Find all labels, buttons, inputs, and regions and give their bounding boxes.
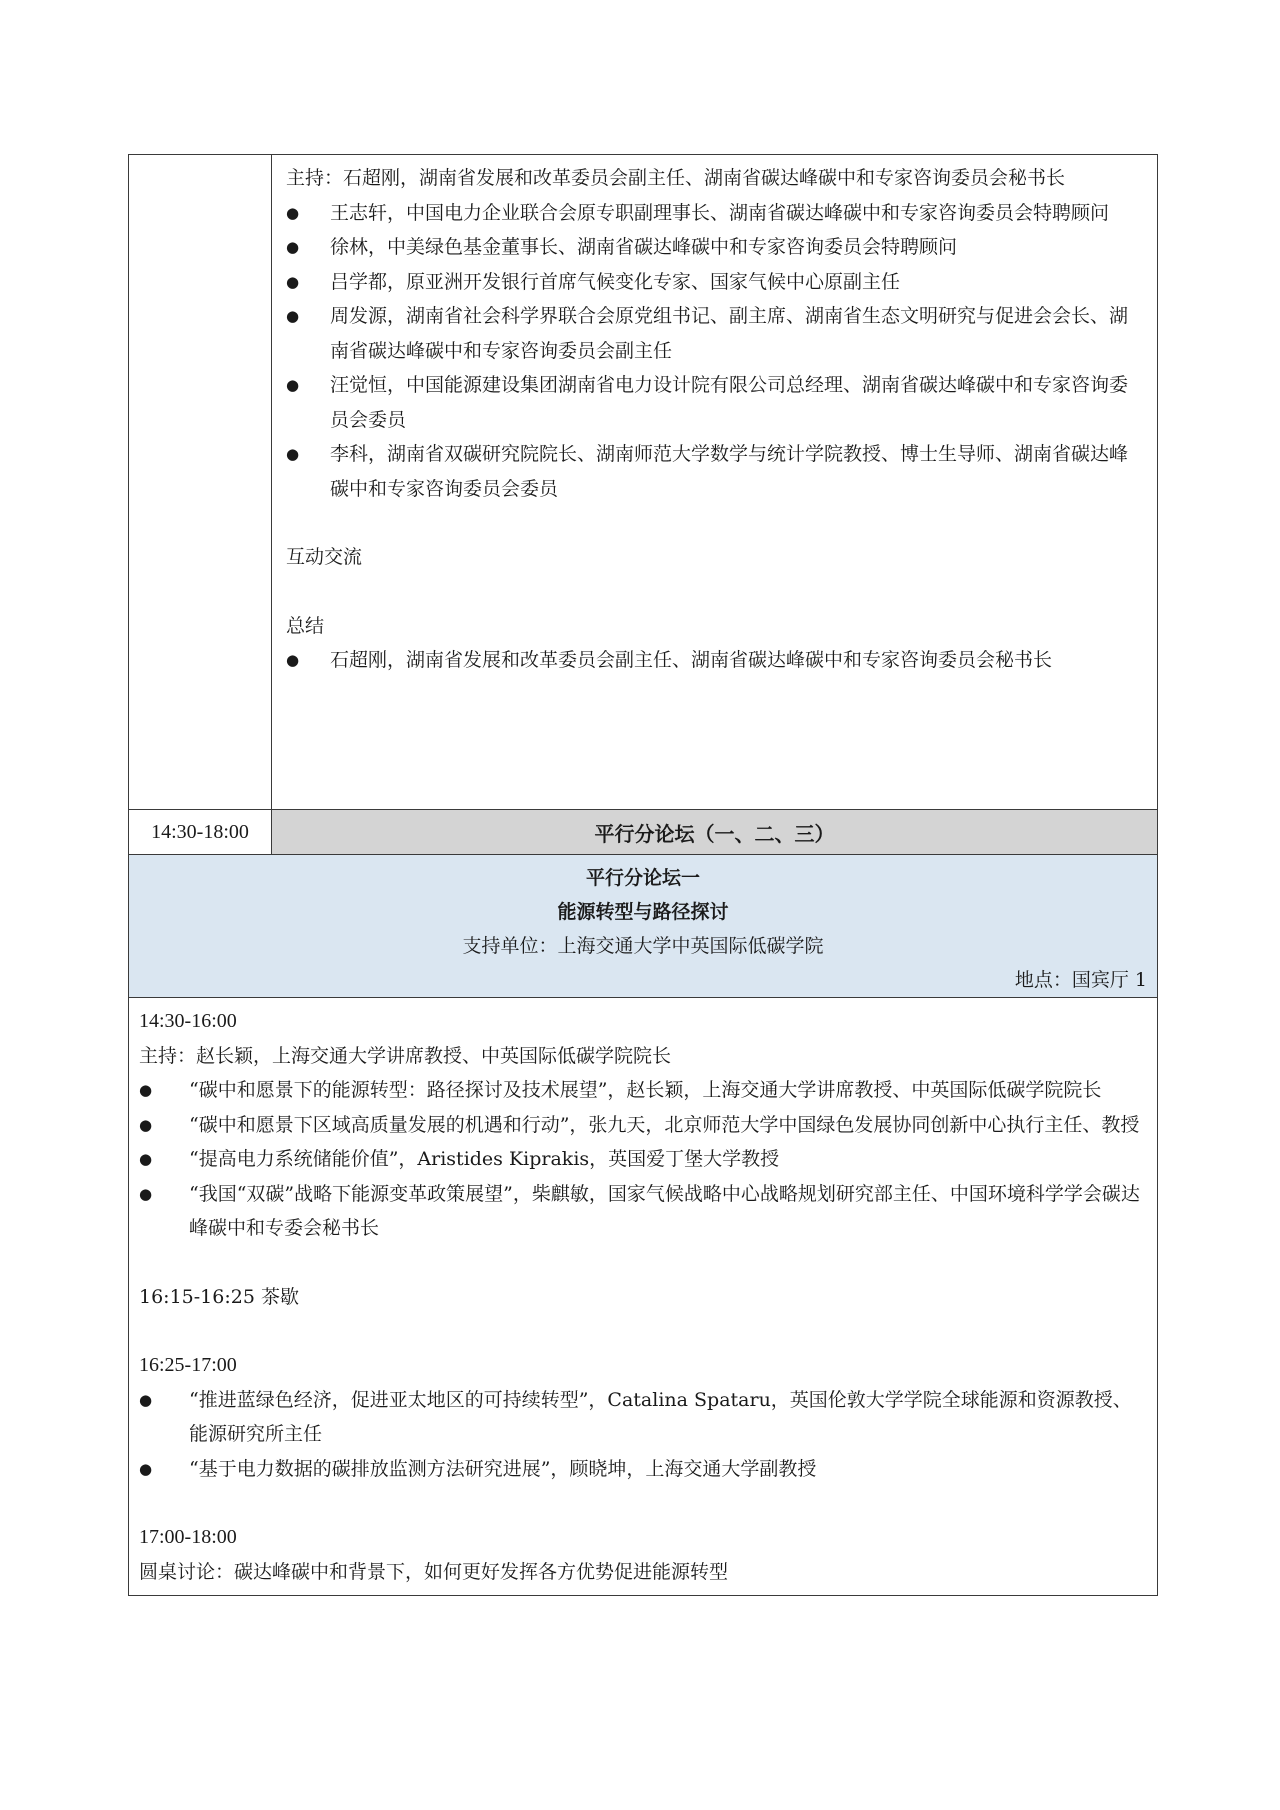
session1-time-cell (129, 155, 272, 810)
block1-time: 14:30-16:00 (139, 1010, 237, 1032)
session1-speaker-list (286, 196, 1143, 507)
agenda-table (128, 154, 1158, 1596)
forum1-name: 平行分论坛一 (585, 867, 700, 889)
session1-summary-label: 总结 (286, 614, 325, 637)
list-item: ● 周发源，湖南省社会科学界联合会原党组书记、副主席、湖南省生态文明研究与促进会会长、湖南省碳达峰碳中和专家咨询委员会副主任 (286, 299, 1143, 368)
forum1-body (129, 998, 1158, 1596)
parallel-time: 14:30-18:00 (129, 810, 272, 855)
forum1-topic: 能源转型与路径探讨 (557, 901, 729, 923)
list-item: ● “推进蓝绿色经济，促进亚太地区的可持续转型”，Catalina Spataru，英国伦敦大学学院全球能源和资源教授、能源研究所主任 (139, 1383, 1145, 1452)
roundtable-text: 圆桌讨论：碳达峰碳中和背景下，如何更好发挥各方优势促进能源转型 (139, 1560, 729, 1583)
list-item: ● “提高电力系统储能价值”，Aristides Kiprakis，英国爱丁堡大学教授 (139, 1142, 1145, 1177)
parallel-row (129, 810, 1158, 855)
block2-time: 16:25-17:00 (139, 1354, 237, 1376)
list-item: ● “碳中和愿景下的能源转型：路径探讨及技术展望”，赵长颖，上海交通大学讲席教授、中英国际低碳学院院长 (139, 1073, 1145, 1108)
session1-interaction: 互动交流 (286, 546, 363, 568)
list-item: ● 李科，湖南省双碳研究院院长、湖南师范大学数学与统计学院教授、博士生导师、湖南省碳达峰碳中和专家咨询委员会委员 (286, 437, 1143, 506)
block1-host: 主持：赵长颖，上海交通大学讲席教授、中英国际低碳学院院长 (139, 1044, 672, 1067)
forum1-banner-row (129, 855, 1158, 998)
list-item: ● 石超刚，湖南省发展和改革委员会副主任、湖南省碳达峰碳中和专家咨询委员会秘书长 (286, 643, 1143, 678)
agenda-page (128, 154, 1158, 1596)
list-item: ● 吕学都，原亚洲开发银行首席气候变化专家、国家气候中心原副主任 (286, 265, 1143, 300)
block1-list (139, 1073, 1145, 1246)
list-item: ● 徐林，中美绿色基金董事长、湖南省碳达峰碳中和专家咨询委员会特聘顾问 (286, 230, 1143, 265)
list-item: ● “基于电力数据的碳排放监测方法研究进展”，顾晓坤，上海交通大学副教授 (139, 1452, 1145, 1487)
block2-list (139, 1383, 1145, 1487)
list-item: ● “我国“双碳”战略下能源变革政策展望”，柴麒敏，国家气候战略中心战略规划研究部主任、中国环境科学学会碳达峰碳中和专委会秘书长 (139, 1177, 1145, 1246)
list-item: ● 汪觉恒，中国能源建设集团湖南省电力设计院有限公司总经理、湖南省碳达峰碳中和专家咨询委员会委员 (286, 368, 1143, 437)
forum1-location: 地点：国宾厅 1 (1014, 969, 1147, 991)
session1-row (129, 155, 1158, 810)
tea-break: 16:15-16:25 茶歇 (139, 1285, 299, 1308)
parallel-title: 平行分论坛（一、二、三） (272, 810, 1158, 855)
forum1-body-row (129, 998, 1158, 1596)
forum1-support: 支持单位：上海交通大学中英国际低碳学院 (462, 935, 824, 957)
list-item: ● 王志轩，中国电力企业联合会原专职副理事长、湖南省碳达峰碳中和专家咨询委员会特聘顾问 (286, 196, 1143, 231)
session1-summary-list (286, 643, 1143, 678)
list-item: ● “碳中和愿景下区域高质量发展的机遇和行动”，张九天，北京师范大学中国绿色发展协同创新中心执行主任、教授 (139, 1108, 1145, 1143)
block3-time: 17:00-18:00 (139, 1526, 237, 1548)
forum1-banner (129, 855, 1158, 998)
session1-content (272, 155, 1158, 810)
session1-host: 主持：石超刚，湖南省发展和改革委员会副主任、湖南省碳达峰碳中和专家咨询委员会秘书长 (286, 167, 1066, 189)
